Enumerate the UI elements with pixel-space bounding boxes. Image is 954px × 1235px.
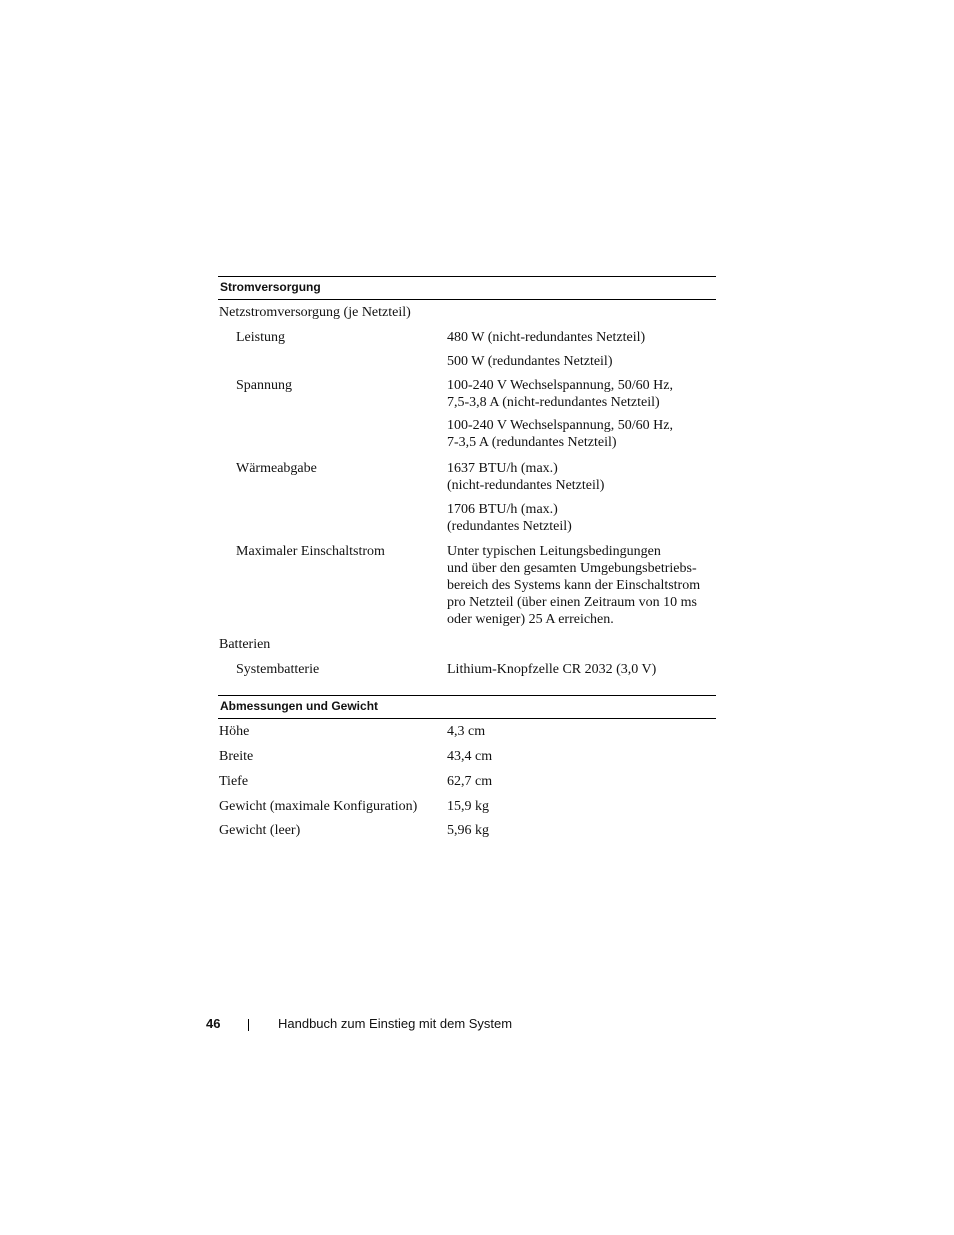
spec-value: 7-3,5 A (redundantes Netzteil) — [447, 435, 617, 450]
spec-value: 5,96 kg — [447, 823, 489, 838]
spec-value: Lithium-Knopfzelle CR 2032 (3,0 V) — [447, 662, 657, 677]
spec-label: Tiefe — [219, 774, 249, 789]
spec-label: Spannung — [236, 378, 292, 393]
spec-value: (nicht-redundantes Netzteil) — [447, 478, 605, 493]
footer-separator — [248, 1019, 249, 1031]
spec-value: 100-240 V Wechselspannung, 50/60 Hz, — [447, 378, 673, 393]
page-footer — [0, 1016, 954, 1036]
spec-label: Gewicht (maximale Konfiguration) — [219, 799, 418, 814]
spec-value: 480 W (nicht-redundantes Netzteil) — [447, 330, 646, 345]
spec-label: Höhe — [219, 724, 250, 739]
spec-value: 500 W (redundantes Netzteil) — [447, 354, 613, 369]
spec-value: 43,4 cm — [447, 749, 493, 764]
spec-label: Wärmeabgabe — [236, 461, 317, 476]
spec-value: Unter typischen Leitungsbedingungen — [447, 544, 661, 559]
footer-title: Handbuch zum Einstieg mit dem System — [278, 1016, 513, 1031]
spec-group-label: Netzstromversorgung (je Netzteil) — [219, 305, 411, 320]
dimensions-section-heading: Abmessungen und Gewicht — [218, 695, 716, 719]
spec-value: 62,7 cm — [447, 774, 493, 789]
power-section-heading: Stromversorgung — [218, 276, 716, 300]
spec-value: 100-240 V Wechselspannung, 50/60 Hz, — [447, 418, 673, 433]
spec-value: pro Netzteil (über einen Zeitraum von 10 ms — [447, 595, 697, 610]
spec-value-group — [447, 543, 700, 628]
spec-value: 4,3 cm — [447, 724, 486, 739]
spec-value-group — [447, 377, 673, 451]
spec-label: Leistung — [236, 330, 285, 345]
spec-value: (redundantes Netzteil) — [447, 519, 572, 534]
dimensions-section — [218, 695, 716, 838]
spec-label: Maximaler Einschaltstrom — [236, 544, 385, 559]
spec-label: Breite — [219, 749, 254, 764]
spec-value: 1637 BTU/h (max.) — [447, 461, 558, 476]
page-number: 46 — [206, 1016, 221, 1031]
spec-value: oder weniger) 25 A erreichen. — [447, 612, 614, 627]
spec-value-group — [447, 460, 604, 535]
spec-value: 1706 BTU/h (max.) — [447, 502, 558, 517]
power-section — [218, 276, 716, 677]
spec-value: und über den gesamten Umgebungsbetriebs- — [447, 561, 697, 576]
spec-value: 15,9 kg — [447, 799, 489, 814]
spec-label: Gewicht (leer) — [219, 823, 301, 838]
spec-value: 7,5-3,8 A (nicht-redundantes Netzteil) — [447, 395, 660, 410]
spec-value: bereich des Systems kann der Einschaltstrom — [447, 578, 701, 593]
spec-label: Systembatterie — [236, 662, 320, 677]
spec-value-group — [447, 329, 645, 370]
spec-group-label: Batterien — [219, 637, 271, 652]
